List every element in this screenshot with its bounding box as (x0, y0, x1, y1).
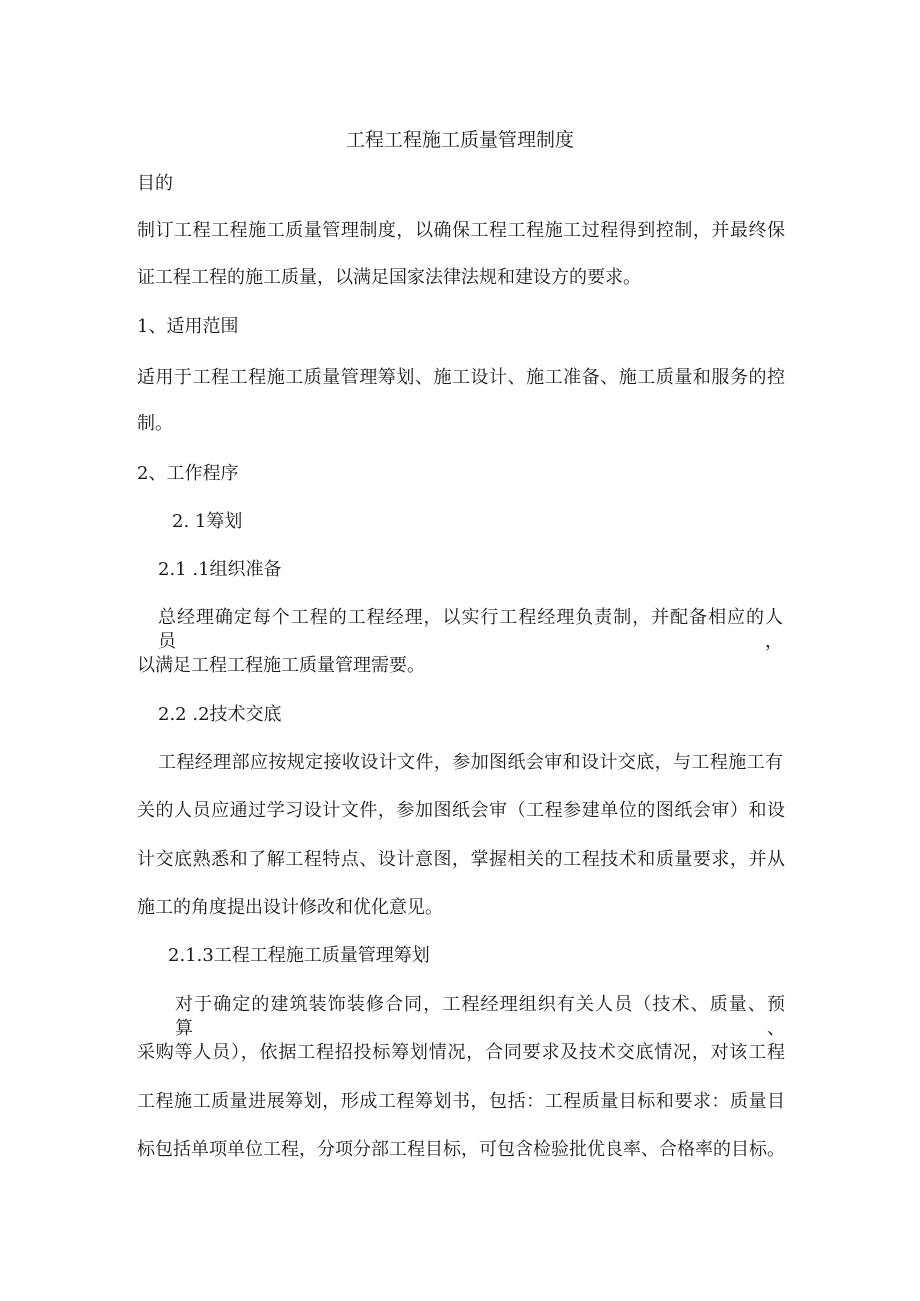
page-title: 工程工程施工质量管理制度 (345, 129, 574, 151)
section-2-2-text-line-3: 计交底熟悉和了解工程特点、设计意图，掌握相关的工程技术和质量要求，并从 (137, 849, 785, 870)
purpose-text-line-1: 制订工程工程施工质量管理制度，以确保工程工程施工过程得到控制，并最终保 (137, 220, 785, 241)
purpose-text-line-2: 证工程工程的施工质量，以满足国家法律法规和建设方的要求。 (137, 267, 641, 288)
section-2-1-3-text-line-2: 采购等人员），依据工程招投标筹划情况，合同要求及技术交底情况，对该工程 (137, 1042, 785, 1063)
section-2-2-text-line-4: 施工的角度提出设计修改和优化意见。 (137, 897, 443, 918)
scope-text-line-1: 适用于工程工程施工质量管理筹划、施工设计、施工准备、施工质量和服务的控 (137, 367, 785, 388)
section-2-1-1-text-line-2: 以满足工程工程施工质量管理需要。 (137, 655, 425, 676)
procedure-heading: 2、工作程序 (137, 463, 239, 484)
section-2-2-heading: 2.2 .2技术交底 (158, 704, 282, 725)
section-2-1-1-text-line-1: 总经理确定每个工程的工程经理，以实行工程经理负责制，并配备相应的人员， (158, 607, 783, 652)
section-2-1-3-text-line-1: 对于确定的建筑装饰装修合同，工程经理组织有关人员（技术、质量、预算、 (175, 994, 785, 1039)
section-2-1-heading: 2. 1筹划 (172, 511, 243, 532)
scope-text-line-2: 制。 (137, 413, 173, 434)
section-2-1-3-text-line-4: 标包括单项单位工程，分项分部工程目标，可包含检验批优良率、合格率的目标。 (137, 1139, 785, 1160)
scope-heading: 1、适用范围 (137, 316, 239, 337)
section-2-1-3-heading: 2.1.3工程工程施工质量管理筹划 (168, 945, 430, 966)
purpose-heading: 目的 (137, 173, 173, 194)
section-2-2-text-line-2: 关的人员应通过学习设计文件，参加图纸会审（工程参建单位的图纸会审）和设 (137, 800, 785, 821)
section-2-1-3-text-line-3: 工程施工质量进展筹划，形成工程筹划书，包括：工程质量目标和要求：质量目 (137, 1091, 785, 1112)
section-2-2-text-line-1: 工程经理部应按规定接收设计文件，参加图纸会审和设计交底，与工程施工有 (158, 752, 783, 773)
section-2-1-1-heading: 2.1 .1组织准备 (158, 559, 282, 580)
